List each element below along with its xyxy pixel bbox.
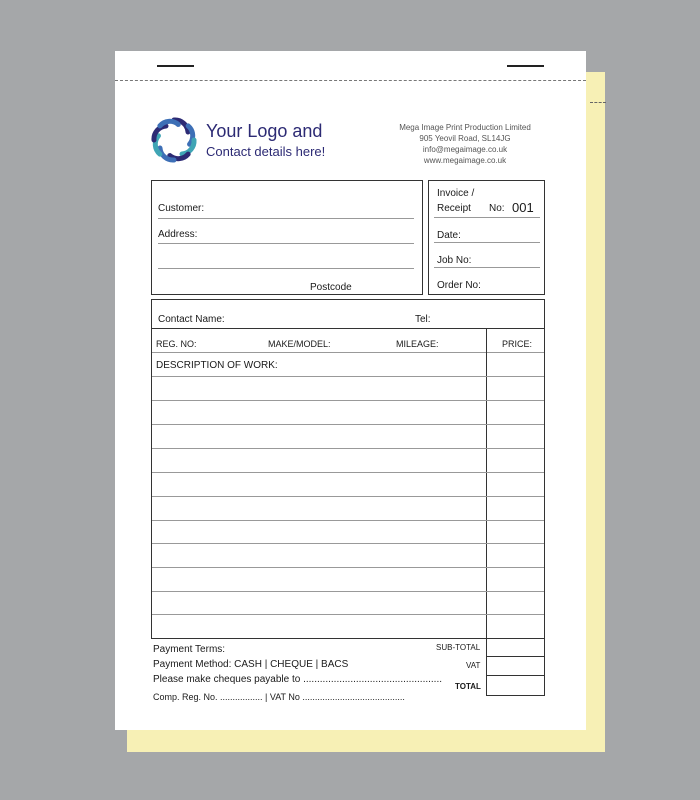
job-no-label: Job No:: [437, 255, 472, 266]
work-row-line[interactable]: [152, 543, 544, 544]
work-row-line[interactable]: [152, 520, 544, 521]
work-row-line[interactable]: [152, 614, 544, 615]
company-details: [375, 122, 555, 166]
invoice-no-label: No:: [489, 203, 505, 214]
carbon-copy-perforation: [590, 102, 606, 103]
company-address: 905 Yeovil Road, SL14JG: [419, 134, 511, 143]
cheques-payable: Please make cheques payable to ..................................................: [153, 674, 443, 685]
binding-slot-left: [157, 65, 194, 67]
make-model-header: MAKE/MODEL:: [268, 339, 331, 349]
binding-slot-right: [507, 65, 544, 67]
date-line[interactable]: [434, 242, 540, 243]
tel-label: Tel:: [415, 314, 431, 325]
work-row-line[interactable]: [152, 424, 544, 425]
work-row-line[interactable]: [152, 496, 544, 497]
invoice-divider-1: [434, 217, 540, 218]
customer-line[interactable]: [158, 218, 414, 219]
price-header: PRICE:: [502, 339, 533, 349]
company-name: Mega Image Print Production Limited: [399, 123, 531, 132]
description-label: DESCRIPTION OF WORK:: [156, 360, 278, 371]
customer-label: Customer:: [158, 203, 205, 214]
invoice-box: [428, 180, 545, 295]
subtotal-label: SUB-TOTAL: [436, 643, 481, 652]
invoice-title-line1: Invoice /: [437, 188, 475, 199]
reg-no-header: REG. NO:: [156, 339, 197, 349]
work-row-line[interactable]: [152, 567, 544, 568]
total-field[interactable]: [486, 675, 545, 696]
subtotal-field[interactable]: [486, 638, 545, 657]
comp-reg-vat: Comp. Reg. No. ................. | VAT No .........................................: [153, 692, 405, 702]
vat-field[interactable]: [486, 656, 545, 676]
work-table: [151, 299, 545, 639]
job-no-line[interactable]: [434, 267, 540, 268]
mileage-header: MILEAGE:: [396, 339, 439, 349]
address-line-2[interactable]: [158, 268, 414, 269]
contact-name-label: Contact Name:: [158, 314, 225, 325]
total-label: TOTAL: [455, 682, 481, 691]
logo-subtitle: Contact details here!: [206, 144, 326, 159]
perforation-line: [115, 80, 586, 81]
vat-label: VAT: [466, 661, 481, 670]
invoice-title-line2: Receipt: [437, 203, 471, 214]
work-row-line[interactable]: [152, 376, 544, 377]
date-label: Date:: [437, 230, 461, 241]
work-row-line[interactable]: [152, 591, 544, 592]
address-label: Address:: [158, 229, 198, 240]
postcode-label: Postcode: [310, 282, 352, 293]
logo-title: Your Logo and: [206, 121, 323, 141]
order-no-label: Order No:: [437, 280, 481, 291]
invoice-no-value: 001: [512, 200, 534, 215]
payment-method: Payment Method: CASH | CHEQUE | BACS: [153, 659, 349, 670]
customer-box: [151, 180, 423, 295]
address-line-1[interactable]: [158, 243, 414, 244]
work-row-line[interactable]: [152, 400, 544, 401]
work-row-line[interactable]: [152, 472, 544, 473]
payment-terms: Payment Terms:: [153, 644, 226, 655]
company-email: info@megaimage.co.uk: [422, 145, 508, 154]
invoice-sheet: [115, 51, 586, 730]
work-row-line[interactable]: [152, 448, 544, 449]
logo-pinwheel-icon: [147, 113, 201, 167]
company-web: www.megaimage.co.uk: [423, 156, 507, 165]
